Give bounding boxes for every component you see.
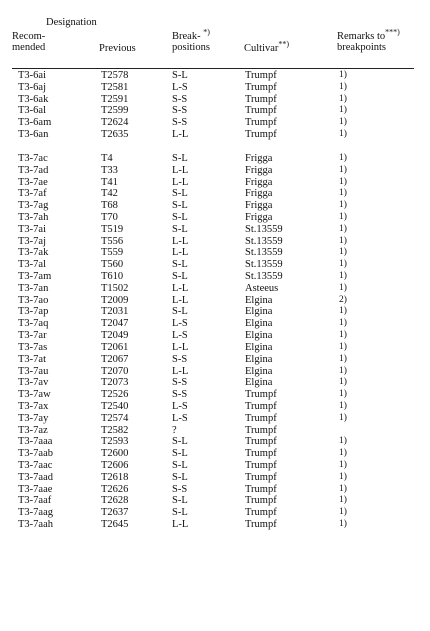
header-rule: [12, 68, 414, 69]
cell-previous: T2574: [101, 412, 129, 424]
cell-cultivar: Elgina: [245, 330, 273, 342]
cell-previous: T2599: [101, 105, 129, 117]
cell-remark: 1): [339, 436, 347, 447]
table-row: [0, 495, 430, 507]
cell-previous: T2593: [101, 436, 129, 448]
table-row: [0, 105, 430, 117]
cell-cultivar: Trumpf: [245, 507, 277, 519]
cell-recommended: T3-6aj: [18, 81, 46, 93]
table-body: [0, 70, 430, 531]
cell-previous: T2526: [101, 389, 129, 401]
cell-recommended: T3-7ao: [18, 294, 49, 306]
cell-recommended: T3-7at: [18, 353, 46, 365]
table-row: [0, 318, 430, 330]
cell-breakpositions: L-L: [172, 294, 189, 306]
cell-remark: 1): [339, 460, 347, 470]
cell-cultivar: Elgina: [245, 353, 273, 365]
cell-cultivar: Trumpf: [245, 389, 277, 401]
cell-previous: T41: [101, 176, 118, 188]
table-row: [0, 295, 430, 307]
cell-cultivar: Trumpf: [245, 70, 277, 81]
cell-recommended: T3-7ad: [18, 164, 49, 176]
cell-previous: T2628: [101, 495, 129, 507]
cell-recommended: T3-7aw: [18, 389, 51, 401]
table-row: [0, 519, 430, 531]
cell-breakpositions: S-L: [172, 436, 188, 448]
cell-remark: 2): [339, 294, 347, 305]
cell-previous: T2578: [101, 70, 129, 81]
cell-cultivar: Elgina: [245, 377, 273, 389]
table-row: [0, 401, 430, 413]
header-breakpositions-line2: positions: [172, 42, 210, 53]
header-remarks: [337, 27, 400, 53]
cell-recommended: T3-7ap: [18, 306, 49, 318]
cell-cultivar: Trumpf: [245, 436, 277, 448]
cell-cultivar: Trumpf: [245, 93, 277, 105]
cell-remark: 1): [339, 117, 347, 128]
cell-remark: 1): [339, 330, 347, 341]
table-row: [0, 70, 430, 82]
cell-cultivar: St.13559: [245, 235, 283, 247]
table-row: [0, 484, 430, 496]
cell-cultivar: Elgina: [245, 294, 273, 306]
cell-remark: 1): [339, 129, 347, 140]
cell-recommended: T3-7ay: [18, 412, 49, 424]
cell-breakpositions: S-L: [172, 271, 188, 282]
cell-breakpositions: L-L: [172, 282, 189, 294]
cell-cultivar: Trumpf: [245, 400, 277, 412]
cell-cultivar: Frigga: [245, 188, 273, 200]
cell-previous: T519: [101, 223, 124, 235]
cell-recommended: T3-7as: [18, 341, 48, 353]
cell-cultivar: Trumpf: [245, 519, 277, 531]
cell-previous: T2070: [101, 365, 129, 377]
cell-previous: T2582: [101, 424, 129, 436]
cell-recommended: T3-7au: [18, 365, 49, 377]
table-row: [0, 188, 430, 200]
cell-breakpositions: S-L: [172, 188, 188, 200]
cell-recommended: T3-6an: [18, 129, 49, 141]
table-row: [0, 259, 430, 271]
cell-recommended: T3-7aae: [18, 483, 53, 495]
cell-previous: T2049: [101, 330, 129, 342]
cell-cultivar: Frigga: [245, 176, 273, 188]
cell-recommended: T3-7ak: [18, 247, 49, 259]
cell-recommended: T3-7an: [18, 282, 49, 294]
header-remarks-line1: Remarks to: [337, 31, 386, 42]
cell-remark: 1): [339, 483, 347, 494]
cell-breakpositions: L-L: [172, 129, 189, 141]
cell-cultivar: Trumpf: [245, 483, 277, 495]
cell-previous: T2009: [101, 294, 129, 306]
cell-breakpositions: S-S: [172, 93, 188, 105]
cell-remark: 1): [339, 70, 347, 80]
cell-remark: 1): [339, 211, 347, 222]
cell-breakpositions: S-L: [172, 471, 188, 483]
cell-previous: T4: [101, 152, 113, 164]
cell-recommended: T3-6ai: [18, 70, 46, 81]
cell-breakpositions: S-S: [172, 377, 188, 389]
table-row: [0, 342, 430, 354]
cell-recommended: T3-7aag: [18, 507, 53, 519]
cell-cultivar: Frigga: [245, 200, 273, 212]
cell-recommended: T3-7aj: [18, 235, 46, 247]
table-row: [0, 165, 430, 177]
cell-remark: 1): [339, 471, 347, 482]
cell-breakpositions: S-S: [172, 105, 188, 117]
cell-recommended: T3-7ah: [18, 211, 49, 223]
cell-breakpositions: L-S: [172, 318, 188, 330]
cell-remark: 1): [339, 176, 347, 187]
cell-cultivar: Trumpf: [245, 105, 277, 117]
cell-breakpositions: S-L: [172, 200, 188, 212]
cell-remark: 1): [339, 353, 347, 364]
cell-breakpositions: S-L: [172, 259, 188, 271]
cell-previous: T2581: [101, 81, 129, 93]
cell-cultivar: Trumpf: [245, 129, 277, 141]
cell-cultivar: Trumpf: [245, 424, 277, 436]
cell-cultivar: Trumpf: [245, 471, 277, 483]
cell-breakpositions: L-L: [172, 164, 189, 176]
cell-remark: 1): [339, 164, 347, 175]
cell-remark: 1): [339, 400, 347, 411]
table-row: [0, 413, 430, 425]
cell-cultivar: Trumpf: [245, 495, 277, 507]
header-remarks-line2: breakpoints: [337, 42, 386, 53]
cell-recommended: T3-7ar: [18, 330, 47, 342]
cell-recommended: T3-7ax: [18, 400, 49, 412]
table-row: [0, 153, 430, 165]
cell-remark: 1): [339, 93, 347, 104]
cell-remark: 1): [339, 306, 347, 317]
cell-cultivar: St.13559: [245, 223, 283, 235]
table-row: [0, 271, 430, 283]
header-breakpositions-line1: Break-: [172, 31, 201, 42]
table-row: [0, 472, 430, 484]
cell-breakpositions: L-L: [172, 235, 189, 247]
cell-remark: 1): [339, 235, 347, 246]
header-cultivar-mark: **): [278, 39, 290, 49]
cell-previous: T2591: [101, 93, 129, 105]
cell-recommended: T3-7ag: [18, 200, 49, 212]
cell-breakpositions: S-L: [172, 495, 188, 507]
cell-previous: T33: [101, 164, 118, 176]
cell-breakpositions: L-S: [172, 400, 188, 412]
cell-cultivar: St.13559: [245, 259, 283, 271]
cell-cultivar: Elgina: [245, 365, 273, 377]
cell-previous: T2624: [101, 117, 129, 129]
cell-cultivar: Trumpf: [245, 448, 277, 460]
table-row: [0, 377, 430, 389]
cell-remark: 1): [339, 412, 347, 423]
header-cultivar: [244, 39, 290, 54]
cell-previous: T2067: [101, 353, 129, 365]
cell-recommended: T3-7am: [18, 271, 52, 282]
cell-cultivar: St.13559: [245, 271, 283, 282]
cell-cultivar: Elgina: [245, 306, 273, 318]
cell-previous: T2618: [101, 471, 129, 483]
cell-recommended: T3-7aq: [18, 318, 49, 330]
cell-cultivar: Trumpf: [245, 117, 277, 129]
cell-breakpositions: L-L: [172, 176, 189, 188]
cell-recommended: T3-7af: [18, 188, 47, 200]
cell-previous: T42: [101, 188, 118, 200]
cell-remark: 1): [339, 188, 347, 199]
cell-remark: 1): [339, 495, 347, 506]
cell-remark: 1): [339, 377, 347, 388]
cell-recommended: T3-7az: [18, 424, 48, 436]
cell-remark: 1): [339, 152, 347, 163]
cell-cultivar: Trumpf: [245, 81, 277, 93]
cell-previous: T2061: [101, 341, 129, 353]
cell-recommended: T3-7ae: [18, 176, 48, 188]
table-row: [0, 94, 430, 106]
cell-previous: T2047: [101, 318, 129, 330]
cell-previous: T2637: [101, 507, 129, 519]
cell-cultivar: Trumpf: [245, 460, 277, 471]
cell-cultivar: Frigga: [245, 164, 273, 176]
header-recommended: [12, 31, 45, 53]
cell-breakpositions: L-S: [172, 412, 188, 424]
table-row: [0, 247, 430, 259]
cell-recommended: T3-7aad: [18, 471, 53, 483]
cell-previous: T70: [101, 211, 118, 223]
table-row: [0, 436, 430, 448]
cell-cultivar: Frigga: [245, 211, 273, 223]
cell-cultivar: Elgina: [245, 341, 273, 353]
header-breakpositions-mark: *): [203, 27, 210, 37]
cell-cultivar: St.13559: [245, 247, 283, 259]
cell-remark: 1): [339, 389, 347, 400]
cell-previous: T556: [101, 235, 124, 247]
cell-breakpositions: S-L: [172, 70, 188, 81]
table-row: [0, 425, 430, 437]
cell-remark: 1): [339, 81, 347, 92]
cell-remark: 1): [339, 105, 347, 116]
table-row: [0, 389, 430, 401]
cell-previous: T2606: [101, 460, 129, 471]
table-row: [0, 177, 430, 189]
table-row: [0, 283, 430, 295]
cell-recommended: T3-7aaa: [18, 436, 53, 448]
cell-breakpositions: S-L: [172, 223, 188, 235]
cell-remark: 1): [339, 282, 347, 293]
cell-previous: T2600: [101, 448, 129, 460]
cell-breakpositions: S-L: [172, 306, 188, 318]
cell-remark: 1): [339, 341, 347, 352]
cell-recommended: T3-7aaf: [18, 495, 52, 507]
header-breakpositions: [172, 27, 210, 53]
header-designation: Designation: [46, 17, 97, 28]
table-row: [0, 306, 430, 318]
cell-breakpositions: S-L: [172, 448, 188, 460]
cell-previous: T68: [101, 200, 118, 212]
cell-breakpositions: S-S: [172, 483, 188, 495]
cell-previous: T2073: [101, 377, 129, 389]
header-recommended-line1: Recom-: [12, 31, 46, 42]
cell-previous: T560: [101, 259, 124, 271]
cell-previous: T2540: [101, 400, 129, 412]
cell-breakpositions: S-S: [172, 117, 188, 129]
table-row: [0, 460, 430, 472]
cell-recommended: T3-7aah: [18, 519, 53, 531]
cell-breakpositions: L-L: [172, 365, 189, 377]
table-row: [0, 117, 430, 129]
cell-recommended: T3-6am: [18, 117, 52, 129]
group-spacer: [0, 141, 430, 153]
cell-breakpositions: L-L: [172, 519, 189, 531]
header-recommended-line2: mended: [12, 42, 46, 53]
cell-breakpositions: S-L: [172, 152, 188, 164]
cell-breakpositions: S-L: [172, 460, 188, 471]
cell-remark: 1): [339, 448, 347, 459]
cell-previous: T2031: [101, 306, 129, 318]
cell-breakpositions: S-S: [172, 389, 188, 401]
cell-remark: 1): [339, 247, 347, 258]
cell-breakpositions: L-L: [172, 247, 189, 259]
cell-previous: T2635: [101, 129, 129, 141]
table-row: [0, 200, 430, 212]
table-row: [0, 507, 430, 519]
cell-remark: 1): [339, 223, 347, 234]
cell-remark: 1): [339, 259, 347, 270]
table-row: [0, 236, 430, 248]
table-row: [0, 129, 430, 141]
table-row: [0, 212, 430, 224]
cell-remark: 1): [339, 200, 347, 211]
cell-previous: T2645: [101, 519, 129, 531]
cell-previous: T1502: [101, 282, 129, 294]
cell-breakpositions: L-S: [172, 330, 188, 342]
cell-cultivar: Elgina: [245, 318, 273, 330]
cell-recommended: T3-7ai: [18, 223, 46, 235]
header-remarks-mark: ***): [385, 27, 400, 37]
table-row: [0, 330, 430, 342]
cell-recommended: T3-7al: [18, 259, 46, 271]
cell-remark: 1): [339, 507, 347, 518]
cell-recommended: T3-6al: [18, 105, 46, 117]
cell-remark: 1): [339, 519, 347, 530]
cell-breakpositions: S-L: [172, 211, 188, 223]
cell-previous: T559: [101, 247, 124, 259]
cell-remark: 1): [339, 318, 347, 329]
header-cultivar-label: Cultivar: [244, 43, 279, 54]
cell-recommended: T3-7aab: [18, 448, 53, 460]
cell-cultivar: Trumpf: [245, 412, 277, 424]
cell-breakpositions: S-L: [172, 507, 188, 519]
cell-recommended: T3-6ak: [18, 93, 49, 105]
cell-breakpositions: S-S: [172, 353, 188, 365]
table-row: [0, 366, 430, 378]
cell-breakpositions: L-S: [172, 81, 188, 93]
cell-cultivar: Frigga: [245, 152, 273, 164]
cell-recommended: T3-7av: [18, 377, 49, 389]
cell-breakpositions: ?: [172, 424, 177, 436]
cell-cultivar: Asteeus: [245, 282, 279, 294]
header-previous: Previous: [99, 43, 136, 54]
cell-recommended: T3-7aac: [18, 460, 53, 471]
table-row: [0, 448, 430, 460]
cell-breakpositions: L-L: [172, 341, 189, 353]
table-row: [0, 82, 430, 94]
table-row: [0, 224, 430, 236]
cell-previous: T2626: [101, 483, 129, 495]
cell-recommended: T3-7ac: [18, 152, 48, 164]
cell-remark: 1): [339, 365, 347, 376]
table-row: [0, 354, 430, 366]
cell-remark: 1): [339, 271, 347, 281]
cell-previous: T610: [101, 271, 124, 282]
